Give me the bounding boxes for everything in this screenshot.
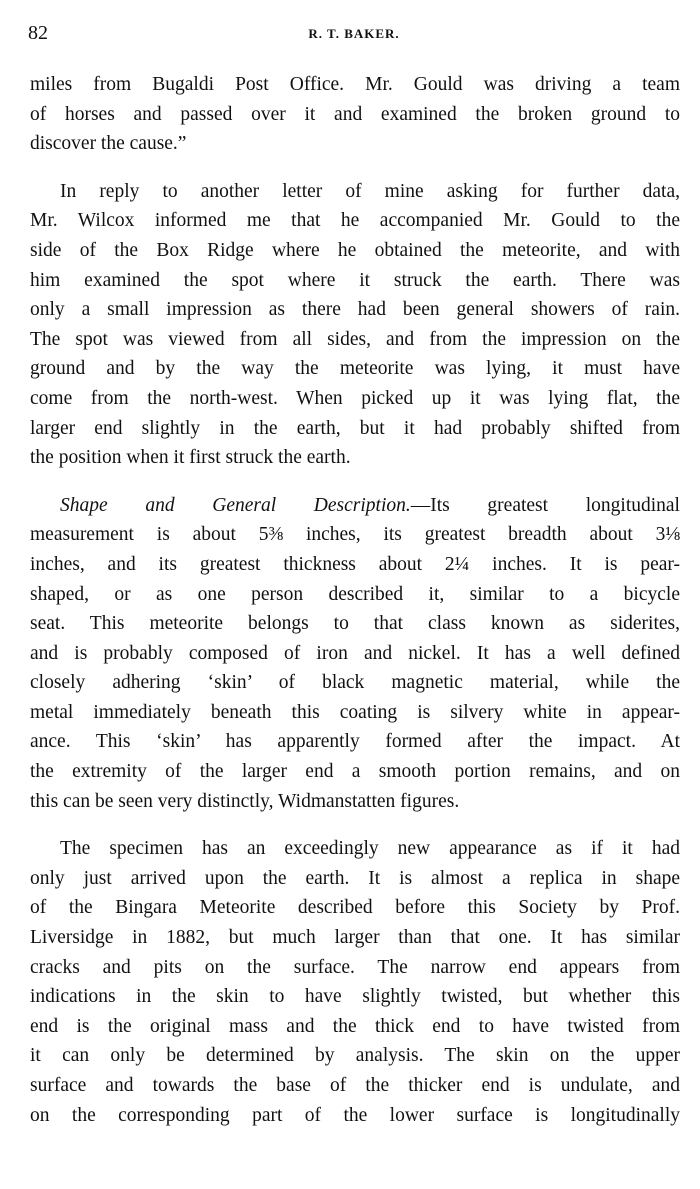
text-line: only a small impression as there had been general showers of rain. <box>30 299 680 321</box>
text-line: Mr. Wilcox informed me that he accompanied Mr. Gould to the <box>30 210 680 232</box>
text-line: surface and towards the base of the thicker end is undulate, and <box>30 1075 680 1096</box>
text-line: —Its greatest longitudinal <box>410 494 680 516</box>
paragraph <box>30 491 680 817</box>
text-line: discover the cause.” <box>30 133 187 155</box>
text-line: ground and by the way the meteorite was lying, it must have <box>30 358 680 380</box>
text-line: The spot was viewed from all sides, and from the impression on the <box>30 328 680 350</box>
text-line: on the corresponding part of the lower surface is longitudinally <box>30 1104 680 1126</box>
text-line: inches, and its greatest thickness about 2¼ inches. It is pear- <box>30 553 680 575</box>
text-line: the extremity of the larger end a smooth portion remains, and on <box>30 761 680 783</box>
page-header <box>28 22 680 50</box>
text-line: The specimen has an exceedingly new appearance as if it had <box>60 838 680 860</box>
text-line: seat. This meteorite belongs to that class known as siderites, <box>30 613 680 635</box>
text-line: indications in the skin to have slightly twisted, but whether this <box>30 986 680 1008</box>
text-line: him examined the spot where it struck the earth. There was <box>30 269 680 291</box>
page-body <box>30 70 680 1148</box>
text-line: of horses and passed over it and examined the broken ground to <box>30 103 680 125</box>
text-line: metal immediately beneath this coating is silvery white in appear- <box>30 701 680 723</box>
paragraph <box>30 834 680 1130</box>
text-line: measurement is about 5⅜ inches, its greatest breadth about 3⅛ <box>30 524 680 546</box>
text-line: come from the north-west. When picked up it was lying flat, the <box>30 387 680 409</box>
text-line: miles from Bugaldi Post Office. Mr. Gould was driving a team <box>30 74 680 95</box>
text-line: closely adhering ‘skin’ of black magnetic material, while the <box>30 672 680 694</box>
text-line: the position when it first struck the earth. <box>30 447 351 469</box>
text-line: it can only be determined by analysis. The skin on the upper <box>30 1045 680 1067</box>
paragraph <box>30 70 680 159</box>
text-line: Liversidge in 1882, but much larger than that one. It has similar <box>30 927 680 949</box>
text-line: this can be seen very distinctly, Widmanstatten figures. <box>30 790 460 812</box>
paragraph-first-line <box>30 491 680 521</box>
running-head: R. T. BAKER. <box>308 26 400 41</box>
page-number: 82 <box>28 22 48 44</box>
section-heading: Shape and General Description. <box>60 494 411 516</box>
text-line: cracks and pits on the surface. The narrow end appears from <box>30 956 680 978</box>
text-line: larger end slightly in the earth, but it had probably shifted from <box>30 417 680 439</box>
text-line: side of the Box Ridge where he obtained the meteorite, and with <box>30 239 680 261</box>
text-line: of the Bingara Meteorite described before this Society by Prof. <box>30 897 680 919</box>
text-line: end is the original mass and the thick end to have twisted from <box>30 1015 680 1037</box>
text-line: only just arrived upon the earth. It is almost a replica in shape <box>30 867 680 889</box>
text-line: ance. This ‘skin’ has apparently formed after the impact. At <box>30 731 680 753</box>
paragraph <box>30 177 680 473</box>
text-line: In reply to another letter of mine asking for further data, <box>60 180 680 202</box>
text-line: shaped, or as one person described it, similar to a bicycle <box>30 583 680 605</box>
text-line: and is probably composed of iron and nickel. It has a well defined <box>30 642 680 664</box>
